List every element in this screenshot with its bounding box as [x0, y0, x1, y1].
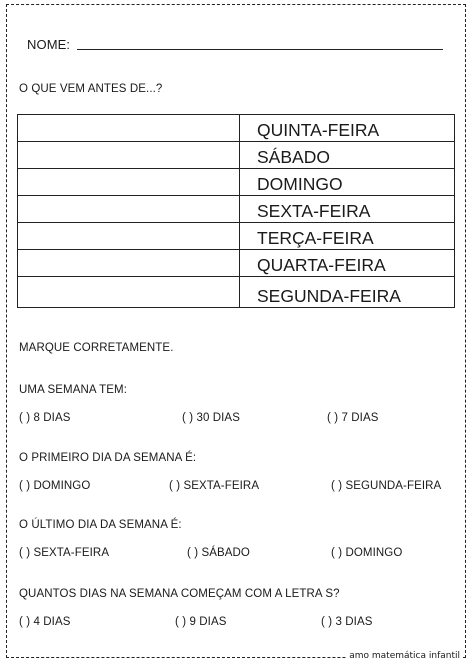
table-row	[18, 115, 455, 142]
table-row	[18, 223, 455, 250]
table-row	[18, 250, 455, 277]
question-week-length: UMA SEMANA TEM:	[19, 384, 128, 396]
name-input-line[interactable]	[77, 49, 443, 50]
section-title-before: O QUE VEM ANTES DE...?	[19, 83, 163, 95]
option-7-days[interactable]: ( ) 7 DIAS	[327, 412, 379, 424]
option-30-days[interactable]: ( ) 30 DIAS	[182, 412, 240, 424]
option-sexta-feira[interactable]: ( ) SEXTA-FEIRA	[19, 547, 110, 559]
answer-cell[interactable]	[18, 250, 240, 277]
days-table	[17, 114, 455, 308]
day-cell: QUINTA-FEIRA	[240, 115, 455, 142]
day-cell: SEGUNDA-FEIRA	[240, 277, 455, 308]
day-cell: DOMINGO	[240, 169, 455, 196]
answer-cell[interactable]	[18, 196, 240, 223]
footer-credit: amo matemática infantil	[349, 651, 460, 661]
day-cell: SEXTA-FEIRA	[240, 196, 455, 223]
option-sexta-feira[interactable]: ( ) SEXTA-FEIRA	[169, 480, 260, 492]
worksheet-border	[6, 4, 466, 658]
answer-cell[interactable]	[18, 277, 240, 308]
option-segunda-feira[interactable]: ( ) SEGUNDA-FEIRA	[331, 480, 442, 492]
option-9-days[interactable]: ( ) 9 DIAS	[175, 616, 227, 628]
option-8-days[interactable]: ( ) 8 DIAS	[19, 412, 71, 424]
name-label: NOME:	[27, 37, 71, 52]
question-last-day: O ÚLTIMO DIA DA SEMANA É:	[19, 519, 182, 531]
answer-cell[interactable]	[18, 142, 240, 169]
table-row	[18, 196, 455, 223]
section-title-mark: MARQUE CORRETAMENTE.	[19, 342, 174, 354]
day-cell: QUARTA-FEIRA	[240, 250, 455, 277]
option-domingo[interactable]: ( ) DOMINGO	[331, 547, 403, 559]
question-first-day: O PRIMEIRO DIA DA SEMANA É:	[19, 452, 197, 464]
option-4-days[interactable]: ( ) 4 DIAS	[19, 616, 71, 628]
day-cell: SÁBADO	[240, 142, 455, 169]
question-days-starting-s: QUANTOS DIAS NA SEMANA COMEÇAM COM A LETRA S?	[19, 588, 340, 600]
answer-cell[interactable]	[18, 169, 240, 196]
option-3-days[interactable]: ( ) 3 DIAS	[321, 616, 373, 628]
day-cell: TERÇA-FEIRA	[240, 223, 455, 250]
answer-cell[interactable]	[18, 223, 240, 250]
option-domingo[interactable]: ( ) DOMINGO	[19, 480, 91, 492]
table-row	[18, 169, 455, 196]
table-row	[18, 277, 455, 308]
table-row	[18, 142, 455, 169]
answer-cell[interactable]	[18, 115, 240, 142]
option-sabado[interactable]: ( ) SÁBADO	[187, 547, 250, 559]
